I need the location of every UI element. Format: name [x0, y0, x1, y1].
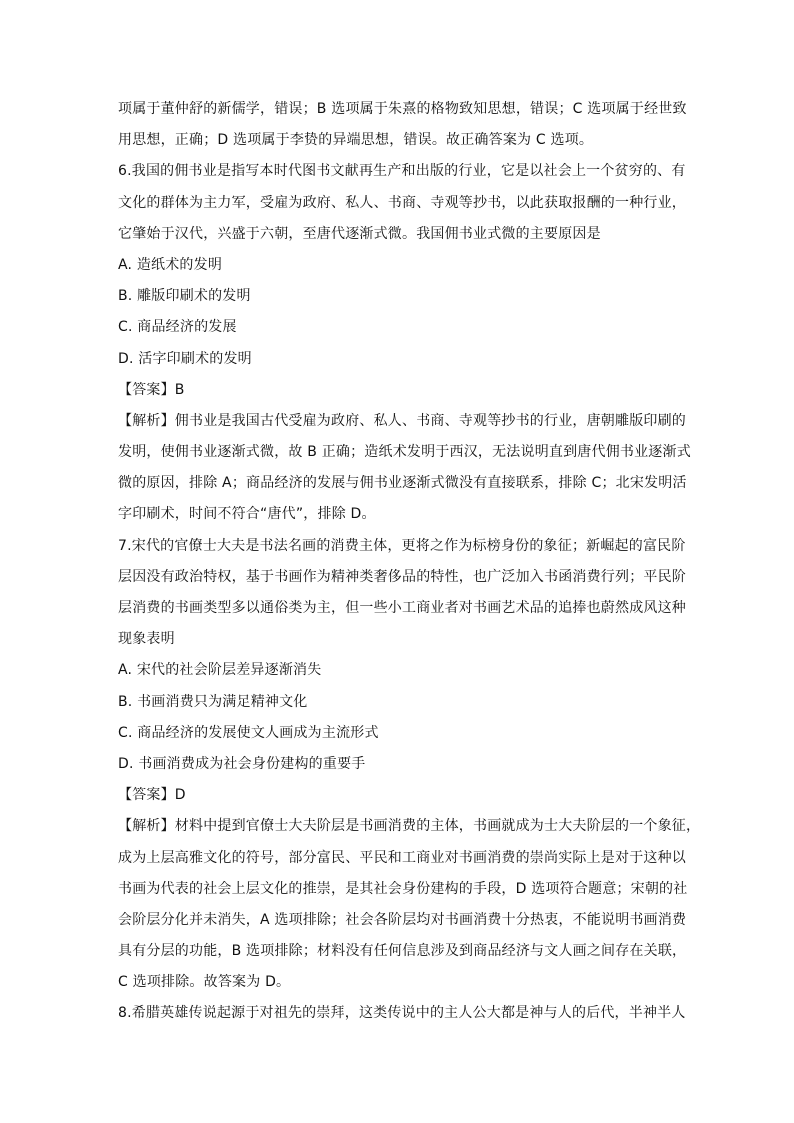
- text-line: C. 商品经济的发展: [118, 319, 237, 336]
- text-line: 微的原因，排除 A；商品经济的发展与佣书业逐渐式微没有直接联系，排除 C；北宋发明活: [118, 475, 687, 492]
- text-line: 项属于董仲舒的新儒学，错误；B 选项属于朱熹的格物致知思想，错误；C 选项属于经世致: [118, 101, 687, 117]
- text-line: 它肇始于汉代，兴盛于六朝，至唐代逐渐式微。我国佣书业式微的主要原因是: [118, 225, 601, 242]
- text-line: 7.宋代的官僚士大夫是书法名画的消费主体，更将之作为标榜身份的象征；新崛起的富民阶: [118, 537, 686, 554]
- text-line: C 选项排除。故答案为 D。: [118, 974, 291, 991]
- text-line: 【答案】D: [118, 787, 186, 804]
- text-line: 会阶层分化并未消失，A 选项排除；社会各阶层均对书画消费十分热衷，不能说明书画消费: [118, 911, 687, 928]
- text-line: D. 书画消费成为社会身份建构的重要手: [118, 755, 366, 772]
- text-line: 【答案】B: [118, 381, 185, 398]
- text-line: 字印刷术，时间不符合“唐代”，排除 D。: [118, 506, 376, 523]
- text-line: B. 雕版印刷术的发明: [118, 288, 251, 305]
- text-line: 用思想，正确；D 选项属于李贽的异端思想，错误。故正确答案为 C 选项。: [118, 132, 594, 149]
- text-line: 成为上层高雅文化的符号，部分富民、平民和工商业对书画消费的崇尚实际上是对于这种以: [118, 849, 686, 866]
- text-line: 8.希腊英雄传说起源于对祖先的崇拜，这类传说中的主人公大都是神与人的后代，半神半人: [118, 1005, 686, 1022]
- text-line: B. 书画消费只为满足精神文化: [118, 693, 308, 710]
- text-line: 层消费的书画类型多以通俗类为主，但一些小工商业者对书画艺术品的追捧也蔚然成风这种: [118, 600, 686, 616]
- text-line: 层因没有政治特权，基于书画作为精神类奢侈品的特性，也广泛加入书函消费行列；平民阶: [118, 568, 686, 585]
- text-line: 【解析】佣书业是我国古代受雇为政府、私人、书商、寺观等抄书的行业，唐朝雕版印刷的: [118, 412, 686, 429]
- document-page: [118, 94, 701, 1030]
- text-line: 发明，使佣书业逐渐式微，故 B 正确；造纸术发明于西汉，无法说明直到唐代佣书业逐渐式: [118, 444, 691, 461]
- text-line: 书画为代表的社会上层文化的推崇，是其社会身份建构的手段，D 选项符合题意；宋朝的社: [118, 880, 688, 897]
- text-line: 6.我国的佣书业是指写本时代图书文献再生产和出版的行业，它是以社会上一个贫穷的、有: [118, 163, 686, 180]
- text-line: D. 活字印刷术的发明: [118, 350, 252, 367]
- text-line: A. 宋代的社会阶层差异逐渐消失: [118, 662, 322, 679]
- text-line: 文化的群体为主力军，受雇为政府、私人、书商、寺观等抄书，以此获取报酬的一种行业，: [118, 194, 686, 211]
- text-line: A. 造纸术的发明: [118, 256, 223, 273]
- document-text-body: [118, 94, 701, 1030]
- text-line: 具有分层的功能，B 选项排除；材料没有任何信息涉及到商品经济与文人画之间存在关联，: [118, 943, 687, 960]
- text-line: 现象表明: [118, 631, 175, 648]
- text-line: 【解析】材料中提到官僚士大夫阶层是书画消费的主体，书画就成为士大夫阶层的一个象征，: [118, 818, 701, 835]
- text-line: C. 商品经济的发展使文人画成为主流形式: [118, 724, 379, 741]
